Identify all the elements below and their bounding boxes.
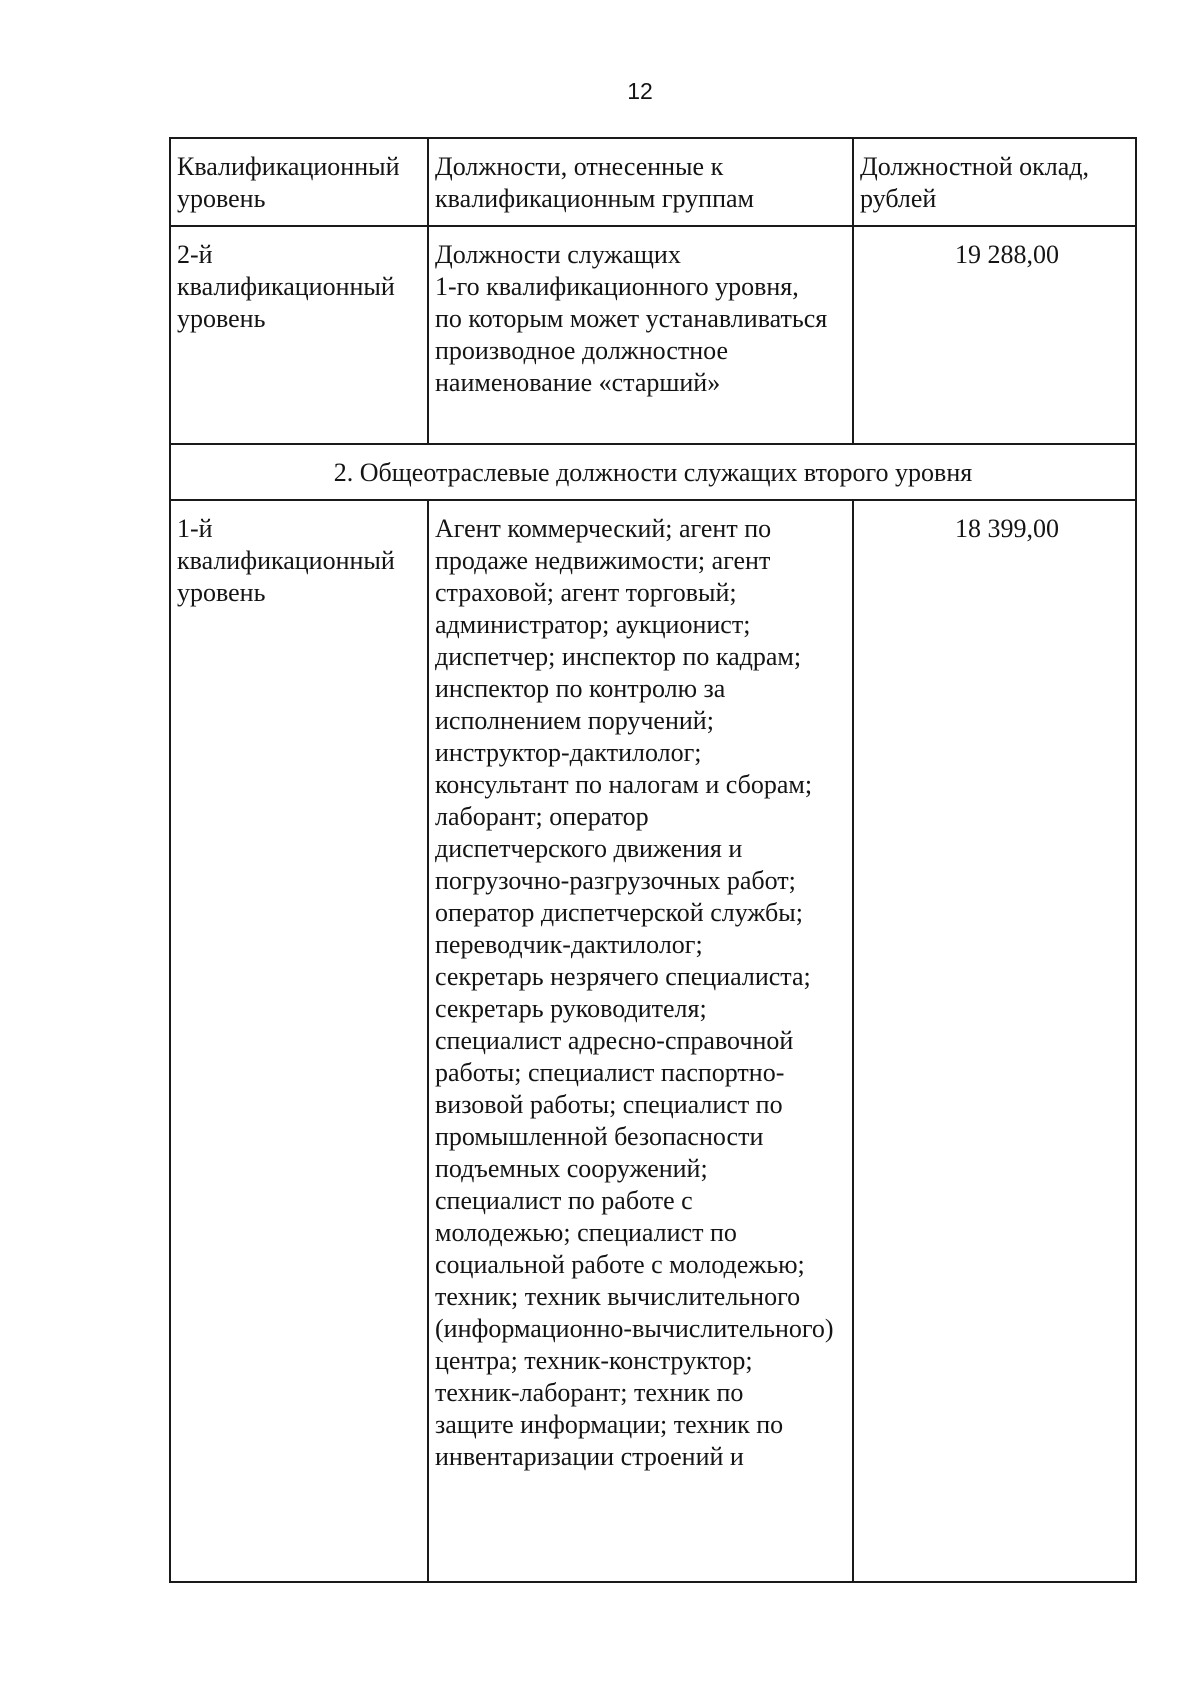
table-row — [170, 500, 1136, 1582]
header-salary: Должностной оклад, рублей — [853, 138, 1136, 226]
positions-text: инспектор по контролю за — [435, 674, 726, 703]
positions-text: техник-лаборант; техник по — [435, 1378, 744, 1407]
positions-text: погрузочно-разгрузочных работ; — [435, 866, 796, 895]
level-text: 2-й — [177, 240, 213, 269]
level-text: 1-й — [177, 514, 213, 543]
positions-text: консультант по налогам и сборам; — [435, 770, 813, 799]
positions-text: промышленной безопасности — [435, 1122, 764, 1151]
table-header-row — [170, 138, 1136, 226]
positions-text: по которым может устанавливаться — [435, 304, 828, 333]
positions-text: специалист по работе с — [435, 1186, 693, 1215]
salary-cell: 18 399,00 — [853, 500, 1136, 1582]
positions-text: техник; техник вычислительного — [435, 1282, 801, 1311]
group-title-row — [170, 444, 1136, 500]
positions-text: исполнением поручений; — [435, 706, 714, 735]
positions-text: молодежью; специалист по — [435, 1218, 737, 1247]
positions-text: производное должностное — [435, 336, 729, 365]
positions-text: специалист адресно-справочной — [435, 1026, 794, 1055]
positions-text: социальной работе с молодежью; — [435, 1250, 805, 1279]
positions-text: администратор; аукционист; — [435, 610, 751, 639]
qualification-level-cell — [170, 500, 428, 1582]
group-title: 2. Общеотраслевые должности служащих второго уровня — [170, 444, 1136, 500]
page-number: 12 — [627, 78, 653, 104]
table-row — [170, 226, 1136, 444]
level-text: уровень — [177, 578, 266, 607]
positions-text: секретарь руководителя; — [435, 994, 707, 1023]
positions-cell — [428, 226, 853, 444]
positions-text: наименование «старший» — [435, 368, 721, 397]
positions-text: визовой работы; специалист по — [435, 1090, 783, 1119]
positions-text: переводчик-дактилолог; — [435, 930, 703, 959]
positions-text: инвентаризации строений и — [435, 1442, 744, 1471]
positions-text: центра; техник-конструктор; — [435, 1346, 753, 1375]
positions-text: подъемных сооружений; — [435, 1154, 708, 1183]
header-positions: Должности, отнесенные к квалификационным группам — [428, 138, 853, 226]
positions-text: (информационно-вычислительного) — [435, 1314, 834, 1343]
header-qualification-level: Квалификационный уровень — [170, 138, 428, 226]
positions-text: защите информации; техник по — [435, 1410, 784, 1439]
positions-text: 1-го квалификационного уровня, — [435, 272, 799, 301]
salary-table — [169, 137, 1137, 1583]
salary-cell: 19 288,00 — [853, 226, 1136, 444]
positions-text: диспетчер; инспектор по кадрам; — [435, 642, 802, 671]
level-text: уровень — [177, 304, 266, 333]
positions-text: оператор диспетчерской службы; — [435, 898, 803, 927]
level-text: квалификационный — [177, 546, 395, 575]
qualification-level-cell — [170, 226, 428, 444]
positions-text: инструктор-дактилолог; — [435, 738, 702, 767]
level-text: квалификационный — [177, 272, 395, 301]
positions-text: диспетчерского движения и — [435, 834, 743, 863]
positions-text: Должности служащих — [435, 240, 681, 269]
positions-cell — [428, 500, 853, 1582]
positions-text: секретарь незрячего специалиста; — [435, 962, 811, 991]
positions-text: лаборант; оператор — [435, 802, 649, 831]
positions-text: работы; специалист паспортно- — [435, 1058, 785, 1087]
positions-text: Агент коммерческий; агент по — [435, 514, 772, 543]
positions-text: страховой; агент торговый; — [435, 578, 737, 607]
positions-text: продаже недвижимости; агент — [435, 546, 771, 575]
